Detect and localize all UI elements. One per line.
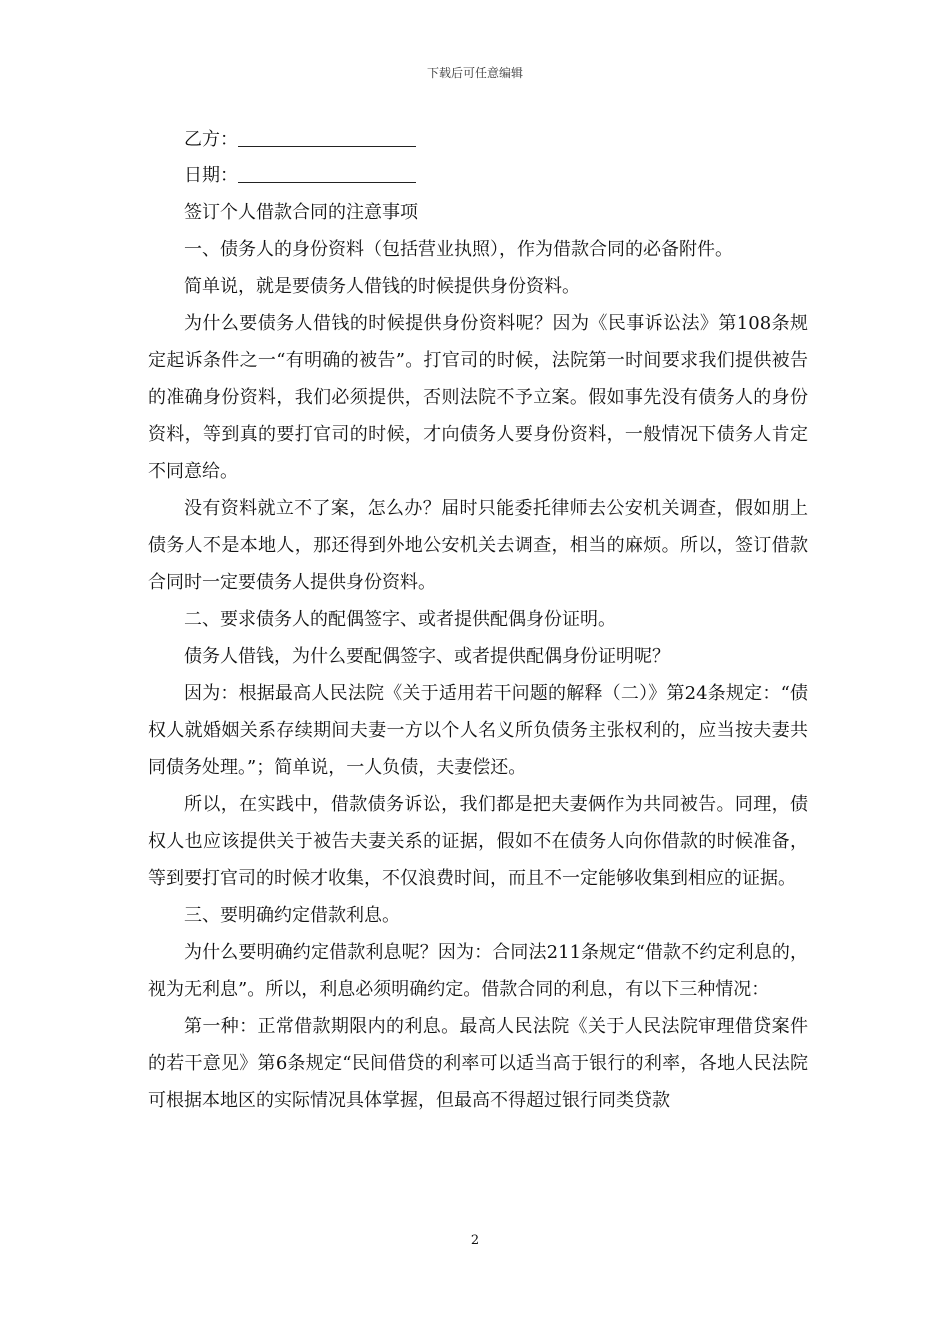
document-body bbox=[148, 122, 808, 1119]
section-title: 签订个人借款合同的注意事项 bbox=[184, 202, 418, 223]
page-header: 下载后可任意编辑 bbox=[426, 66, 523, 80]
paragraph: 债务人借钱，为什么要配偶签字、或者提供配偶身份证明呢？ bbox=[184, 646, 670, 667]
page-number: 2 bbox=[470, 1233, 480, 1248]
paragraph: 没有资料就立不了案，怎么办？届时只能委托律师去公安机关调查，假如朋上债务人不是本地人，那还得到外地公安机关去调查，相当的麻烦。所以，签订借款合同时一定要债务人提供身份资料。 bbox=[148, 498, 808, 593]
paragraph: 因为：根据最高人民法院《关于适用若干问题的解释（二）》第24条规定：“债权人就婚姻关系存续期间夫妻一方以个人名义所负债务主张权利的，应当按夫妻共同债务处理。”；简单说，一人负债，夫妻偿还。 bbox=[148, 683, 808, 778]
paragraph: 为什么要明确约定借款利息呢？因为：合同法211条规定“借款不约定利息的，视为无利息”。所以，利息必须明确约定。借款合同的利息，有以下三种情况： bbox=[148, 942, 808, 1000]
date-signature-row bbox=[148, 158, 808, 194]
paragraph: 第一种：正常借款期限内的利息。最高人民法院《关于人民法院审理借贷案件的若干意见》第6条规定“民间借贷的利率可以适当高于银行的利率，各地人民法院可根据本地区的实际情况具体掌握，但最高不得超过银行同类贷款 bbox=[148, 1016, 808, 1111]
party-b-signature-row bbox=[148, 122, 808, 158]
point-three-heading: 三、要明确约定借款利息。 bbox=[184, 905, 400, 926]
paragraph: 所以，在实践中，借款债务诉讼，我们都是把夫妻俩作为共同被告。同理，债权人也应该提供关于被告夫妻关系的证据，假如不在债务人向你借款的时候准备，等到要打官司的时候才收集，不仅浪费时间，而且不一定能够收集到相应的证据。 bbox=[148, 794, 808, 889]
date-blank-line bbox=[238, 160, 416, 183]
party-b-blank-line bbox=[238, 124, 416, 147]
point-one-heading: 一、债务人的身份资料（包括营业执照），作为借款合同的必备附件。 bbox=[184, 239, 733, 260]
party-b-label: 乙方： bbox=[184, 129, 238, 150]
paragraph: 简单说，就是要债务人借钱的时候提供身份资料。 bbox=[184, 276, 580, 297]
date-label: 日期： bbox=[184, 165, 238, 186]
point-two-heading: 二、要求债务人的配偶签字、或者提供配偶身份证明。 bbox=[184, 609, 616, 630]
paragraph: 为什么要债务人借钱的时候提供身份资料呢？因为《民事诉讼法》第108条规定起诉条件之一“有明确的被告”。打官司的时候，法院第一时间要求我们提供被告的准确身份资料，我们必须提供，否则法院不予立案。假如事先没有债务人的身份资料，等到真的要打官司的时候，才向债务人要身份资料，一般情况下债务人肯定不同意给。 bbox=[148, 313, 808, 482]
